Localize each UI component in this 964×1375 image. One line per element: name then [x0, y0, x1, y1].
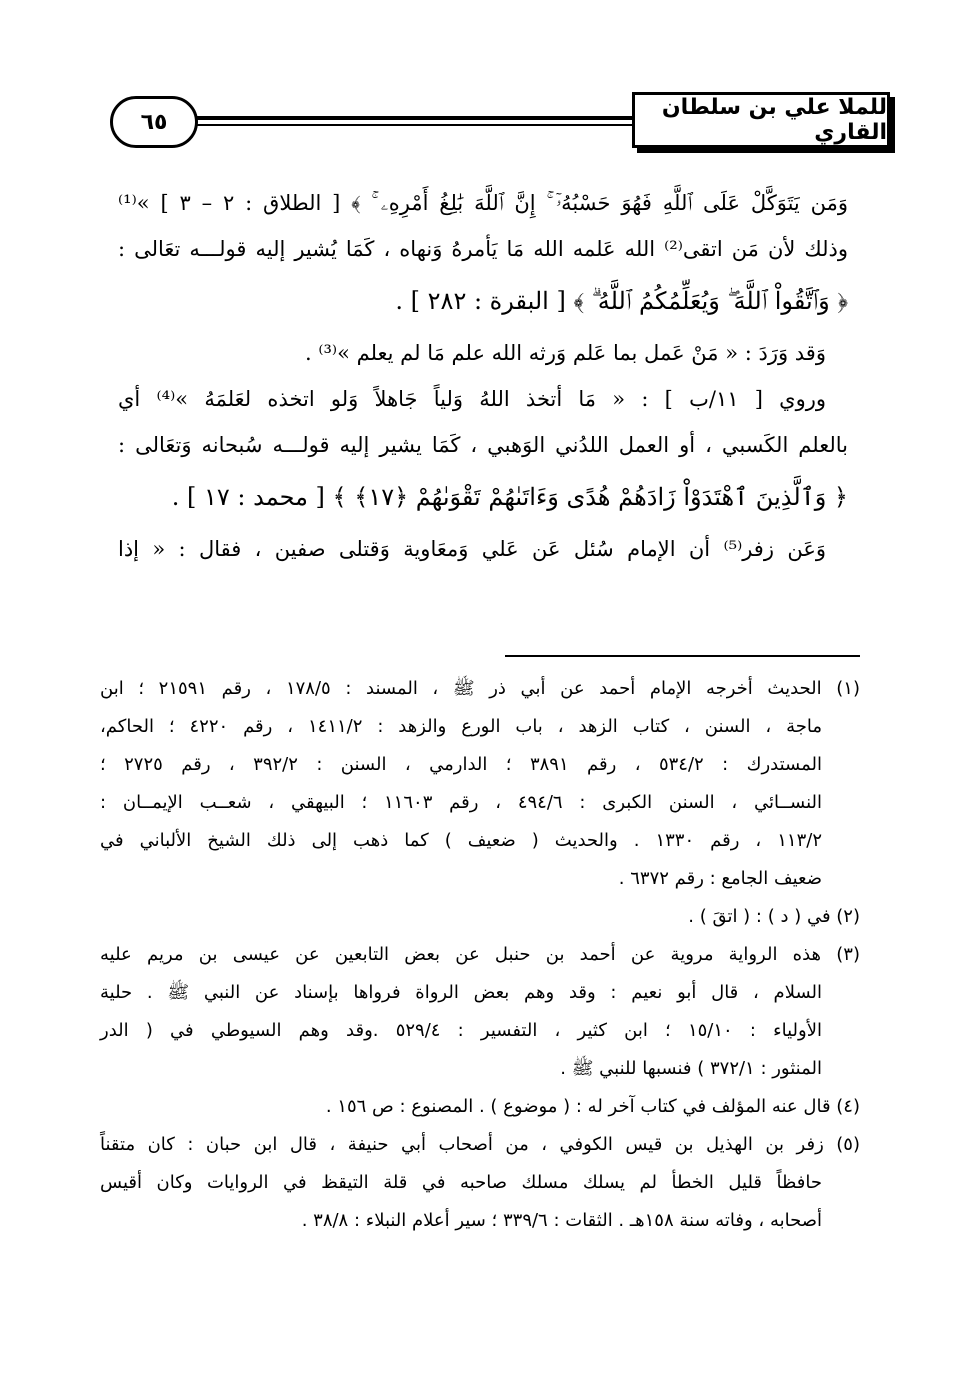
header-rule-thick	[180, 116, 635, 120]
header-rule-thin	[180, 124, 635, 126]
footnote-1	[100, 670, 860, 898]
footnote-line: النســائي ، السنن الكبرى : ٤٩٤/٦ ، رقم ١١٦٠٣ ؛ البيهقي ، شعــب الإيمــان :	[100, 792, 822, 813]
footnote-line: أصحابه ، وفاته سنة ١٥٨هـ . الثقات : ٣٣٩/٦ ؛ سير أعلام النبلاء : ٣٨/٨ .	[301, 1210, 822, 1231]
quran-verse-line: ﴿ وَٱلَّذِينَ ٱهْتَدَوْاْ زَادَهُمْ هُدًى وَءَاتَىٰهُمْ تَقْوَىٰهُمْ ﴿١٧﴾ ﴾ [ محمد : ١٧ ] .	[171, 483, 848, 511]
footnote-line: (٥) زفر بن الهذيل بن قيس الكوفي ، من أصحاب أبي حنيفة ، قال ابن حبان : كان متقناً	[100, 1134, 860, 1155]
footnote-line: حافظاً قليل الخطأ لم يسلك مسلك صاحبه في قلة التيقظ في الروايات وكان أقيس	[100, 1172, 822, 1193]
footnote-line: (٤) قال عنه المؤلف في كتاب آخر له : ( موضوع ) . المصنوع : ص ١٥٦ .	[325, 1096, 860, 1117]
footnote-separator	[505, 655, 860, 657]
page-number: ٦٥	[110, 96, 198, 148]
footnote-5	[100, 1126, 860, 1240]
footnote-line: المنثور : ٣٧٢/١ ) فنسبها للنبي ﷺ .	[560, 1058, 822, 1079]
footnote-line: ١١٣/٢ ، رقم ١٣٣٠ . والحديث ( ضعيف ) كما ذهب إلى ذلك الشيخ الألباني في	[100, 830, 822, 851]
footnote-line: السلام ، قال أبو نعيم : وقد وهم بعض الرواة فرواها بإسناد عن النبي ﷺ . حلية	[100, 982, 822, 1003]
footnote-line: ماجة ، السنن ، كتاب الزهد ، باب الورع والزهد : ١٤١١/٢ ، رقم ٤٢٢٠ ؛ الحاكم،	[100, 716, 822, 737]
footnote-line: المستدرك : ٥٣٤/٢ ، رقم ٣٨٩١ ؛ الدارمي ، السنن : ٣٩٢/٢ ، رقم ٢٧٢٥ ؛	[100, 754, 822, 775]
footnote-3	[100, 936, 860, 1088]
body-line: وَقد وَرَدَ : « مَنْ عَمل بما عَلم وَرثه الله علم مَا لم يعلم »⁽³⁾ .	[304, 341, 826, 365]
footnotes	[100, 670, 860, 1240]
body-line: بالعلم الكَسبي ، أو العمل اللدُني الوَهبي ، كَمَا يشير إليه قولـــه سُبحانه وَتعَالى :	[118, 433, 848, 457]
main-text	[118, 180, 848, 572]
page-header	[110, 86, 890, 156]
body-line: وَعَن زفر⁽⁵⁾ أن الإمام سُئل عَن عَلي وَمعَاوية وَقتلى صفين ، فقال : « إذا	[118, 537, 826, 561]
body-line: وروي [ ١١/ب ] : « مَا أتخذ اللهُ وَلياً جَاهلاً وَلو اتخذه لعَلمَهُ »⁽⁴⁾ أي	[118, 387, 827, 411]
running-title: للملا علي بن سلطان القاري	[632, 92, 890, 148]
quran-verse-line: ﴿ وَٱتَّقُواْ ٱللَّهَ ۖ وَيُعَلِّمُكُمُ ٱللَّهُ ۗ ﴾ [ البقرة : ٢٨٢ ] .	[395, 287, 848, 315]
footnote-line: (٣) هذه الرواية مروية عن أحمد بن حنبل عن بعض التابعين عن عيسى بن مريم عليه	[100, 944, 860, 965]
body-line: وَمَن يَتَوَكَّلْ عَلَى ٱللَّهِ فَهُوَ حَسْبُهُۥٓ ۚ إِنَّ ٱللَّهَ بَٰلِغُ أَمْرِهِۦ ۚ ﴾ [ الطلاق : ٢ – ٣ ] »⁽¹⁾	[118, 191, 848, 215]
footnote-line: (١) الحديث أخرجه الإمام أحمد عن أبي ذر ﷺ ، المسند : ١٧٨/٥ ، رقم ٢١٥٩١ ؛ ابن	[100, 678, 860, 699]
footnote-4	[100, 1088, 860, 1126]
footnote-line: ضعيف الجامع : رقم ٦٣٧٢ .	[618, 868, 822, 889]
footnote-2	[100, 898, 860, 936]
footnote-line: الأولياء : ١٥/١٠ ؛ ابن كثير ، التفسير : ٥٢٩/٤ .وقد وهم السيوطي في ( الدر	[100, 1020, 822, 1041]
body-line: وذلك لأن مَن اتقى⁽²⁾ الله عَلمه الله مَا يَأمرهُ وَنهاه ، كَمَا يُشير إليه قولـــه تعَالى :	[118, 237, 848, 261]
footnote-line: (٢) في ( د ) : ( اتقَ ) .	[688, 906, 860, 927]
